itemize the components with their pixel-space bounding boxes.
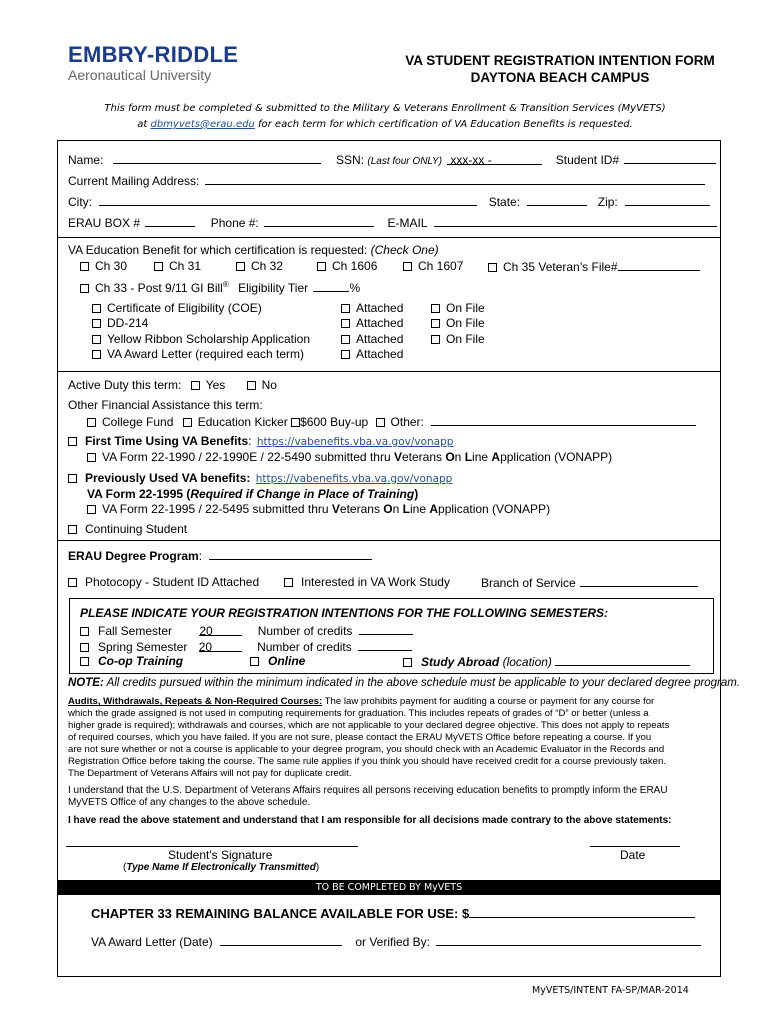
- semesters-heading: PLEASE INDICATE YOUR REGISTRATION INTENTIONS FOR THE FOLLOWING SEMESTERS:: [80, 606, 609, 620]
- degree-row: ERAU Degree Program:: [68, 548, 372, 563]
- state-field[interactable]: [527, 194, 587, 206]
- checkbox-continuing[interactable]: Continuing Student: [68, 522, 187, 536]
- mailing-address-field[interactable]: [205, 173, 705, 185]
- date-line[interactable]: [590, 846, 680, 847]
- checkbox-ch35[interactable]: Ch 35 Veteran’s File#: [488, 259, 700, 274]
- checkbox-attached[interactable]: Attached: [341, 316, 403, 331]
- ch33-balance-field[interactable]: [469, 904, 695, 918]
- checkbox-college-fund[interactable]: College Fund: [87, 415, 173, 429]
- branch-field[interactable]: [580, 575, 698, 587]
- spring-credits-field[interactable]: [358, 639, 412, 651]
- erau-box-field[interactable]: [145, 215, 195, 227]
- other-field[interactable]: [431, 414, 696, 426]
- checkbox-attached[interactable]: Attached: [341, 301, 403, 316]
- form-footer: MyVETS/INTENT FA-SP/MAR-2014: [532, 985, 689, 996]
- checkbox-award-letter[interactable]: VA Award Letter (required each term): [92, 347, 310, 362]
- divider: [57, 237, 721, 238]
- date-label: Date: [620, 848, 646, 862]
- checkbox-other[interactable]: Other:: [376, 415, 424, 429]
- checkbox-active-no[interactable]: No: [247, 378, 277, 392]
- checkbox-edu-kicker[interactable]: Education Kicker: [183, 415, 288, 429]
- checkbox-yellow-ribbon[interactable]: Yellow Ribbon Scholarship Application: [92, 332, 310, 347]
- ch33-balance-row: CHAPTER 33 REMAINING BALANCE AVAILABLE FOR USE: $: [91, 904, 695, 921]
- name-row: Name: SSN: (Last four ONLY) xxx-xx - Student ID#: [68, 152, 716, 167]
- contact-row: ERAU BOX # Phone #: E-MAIL: [68, 215, 717, 230]
- responsibility-statement: I have read the above statement and understand that I am responsible for all decisions made contrary to the above statements:: [68, 815, 672, 826]
- checkbox-buyup[interactable]: $600 Buy-up: [291, 415, 368, 429]
- eligibility-tier-field[interactable]: [313, 280, 349, 292]
- checkbox-online[interactable]: Online: [250, 654, 305, 668]
- checkbox-on-file[interactable]: On File: [431, 316, 485, 331]
- understand-paragraph: I understand that the U.S. Department of Veterans Affairs requires all persons receiving education benefits to promptly inform the ERAU MyVETS Office of any changes to the above schedule.: [68, 785, 668, 808]
- ch33-row: Ch 33 - Post 9/11 GI Bill® Eligibility Tier %: [80, 280, 360, 295]
- checkbox-active-yes[interactable]: Yes: [191, 378, 226, 392]
- checkbox-attached[interactable]: Attached: [341, 347, 403, 362]
- signature-label: Student's Signature: [168, 848, 273, 862]
- checkbox-dd214[interactable]: DD-214: [92, 316, 310, 331]
- active-duty-row: Active Duty this term: Yes No: [68, 378, 277, 392]
- on-file-list: [431, 301, 485, 347]
- ssn-field[interactable]: xxx-xx -: [447, 153, 542, 165]
- checkbox-attached[interactable]: Attached: [341, 332, 403, 347]
- erau-logo: [68, 44, 238, 83]
- audits-paragraph: Audits, Withdrawals, Repeats & Non-Required Courses: The law prohibits payment for auditing a course or payment for any course for which the grade assigned is not used in computing requirements for graduation. This includes repeats of grades of “D” or better (unless a higher grade is required); withdrawals and courses, which are not applicable to your declared degree objective. This does not apply to repeats of required courses, which you have failed. If you are not sure, please contact the ERAU MyVETS Office before repeating a course. If you are not sure whether or not a course is applicable to your degree program, you should check with an Academic Evaluator in the Records and Registration Office before taking the course. The same rule applies if you think you should have received credit for a course previously taken. The Department of Veterans Affairs will not pay for duplicate credit.: [68, 696, 670, 779]
- form-1990-row: [87, 450, 612, 464]
- fall-credits-field[interactable]: [359, 623, 413, 635]
- checkbox-ch1607[interactable]: Ch 1607: [403, 259, 463, 273]
- vonapp-link[interactable]: https://vabenefits.vba.va.gov/vonapp: [256, 436, 454, 448]
- city-row: City: State: Zip:: [68, 194, 710, 209]
- prev-used-row: [68, 471, 452, 485]
- vonapp-link[interactable]: https://vabenefits.vba.va.gov/vonapp: [255, 473, 453, 485]
- checkbox-ch1606[interactable]: Ch 1606: [317, 259, 377, 273]
- semester-fall-row: Fall Semester 20 Number of credits: [80, 623, 413, 638]
- benefit-prompt: VA Education Benefit for which certification is requested: (Check One): [68, 243, 439, 257]
- checkbox-ch30[interactable]: Ch 30: [80, 259, 127, 273]
- email-link[interactable]: dbmyvets@erau.edu: [150, 119, 255, 130]
- checkbox-study-abroad[interactable]: Study Abroad (location): [403, 654, 690, 669]
- logo-subtitle: Aeronautical University: [68, 67, 212, 83]
- signature-line[interactable]: [66, 846, 358, 847]
- form-title: VA STUDENT REGISTRATION INTENTION FORM DAYTONA BEACH CAMPUS: [405, 53, 715, 85]
- first-time-row: First Time Using VA Benefits: https://vabenefits.vba.va.gov/vonapp: [68, 434, 453, 448]
- mailing-row: Current Mailing Address:: [68, 173, 705, 188]
- study-abroad-location-field[interactable]: [555, 654, 690, 666]
- checkbox-coop[interactable]: Co-op Training: [80, 654, 183, 668]
- checkbox-photocopy[interactable]: Photocopy - Student ID Attached: [68, 575, 259, 589]
- checkbox-form-1990[interactable]: VA Form 22-1990 / 22-1990E / 22-5490 submitted thru Veterans On Line Application (VONAPP): [87, 450, 612, 464]
- award-letter-date-field[interactable]: [220, 934, 342, 946]
- attached-list: [341, 301, 403, 363]
- checkbox-ch32[interactable]: Ch 32: [236, 259, 283, 273]
- divider: [57, 371, 721, 372]
- checkbox-on-file[interactable]: On File: [431, 332, 485, 347]
- other-fin-row: [87, 414, 696, 429]
- zip-field[interactable]: [625, 194, 710, 206]
- name-field[interactable]: [113, 152, 321, 164]
- form-1995-row: [87, 502, 550, 516]
- checkbox-coe[interactable]: Certificate of Eligibility (COE): [92, 301, 310, 316]
- checkbox-ch31[interactable]: Ch 31: [154, 259, 201, 273]
- phone-field[interactable]: [264, 215, 374, 227]
- intro-text: This form must be completed & submitted to the Military & Veterans Enrollment & Transition Services (MyVETS) at dbmyvets@erau.edu for each term for which certification of VA Education Benefits is requested.: [104, 103, 666, 130]
- note-text: NOTE: All credits pursued within the minimum indicated in the above schedule must be applicable to your declared degree program.: [68, 677, 741, 689]
- other-fin-label: Other Financial Assistance this term:: [68, 398, 263, 412]
- checkbox-on-file[interactable]: On File: [431, 301, 485, 316]
- divider: [57, 540, 721, 541]
- checkbox-fall[interactable]: Fall Semester: [80, 624, 172, 638]
- myvets-banner: TO BE COMPLETED BY MyVETS: [58, 880, 720, 895]
- signature-note: (Type Name If Electronically Transmitted): [123, 862, 320, 873]
- veteran-file-field[interactable]: [618, 259, 700, 271]
- checkbox-first-time[interactable]: First Time Using VA Benefits: [68, 434, 248, 448]
- checkbox-ch33[interactable]: Ch 33 - Post 9/11 GI Bill®: [80, 281, 229, 295]
- degree-program-field[interactable]: [209, 548, 372, 560]
- form-1995-label: VA Form 22-1995 (Required if Change in Place of Training): [87, 487, 419, 501]
- checkbox-work-study[interactable]: Interested in VA Work Study: [284, 575, 450, 589]
- spring-year-field[interactable]: 20: [199, 640, 242, 652]
- checkbox-form-1995[interactable]: VA Form 22-1995 / 22-5495 submitted thru Veterans On Line Application (VONAPP): [87, 502, 550, 516]
- student-id-field[interactable]: [624, 152, 716, 164]
- doc-list: [92, 301, 310, 363]
- award-letter-row: VA Award Letter (Date) or Verified By:: [91, 934, 701, 949]
- checkbox-spring[interactable]: Spring Semester: [80, 640, 187, 654]
- checkbox-prev-used[interactable]: Previously Used VA benefits:: [68, 471, 250, 485]
- verified-by-field[interactable]: [436, 934, 701, 946]
- logo-wordmark: EMBRY-RIDDLE: [68, 42, 239, 67]
- semester-spring-row: Spring Semester 20 Number of credits: [80, 639, 412, 654]
- continuing-row: [68, 522, 187, 536]
- city-field[interactable]: [99, 194, 477, 206]
- fall-year-field[interactable]: 20: [199, 624, 242, 636]
- email-field[interactable]: [434, 215, 717, 227]
